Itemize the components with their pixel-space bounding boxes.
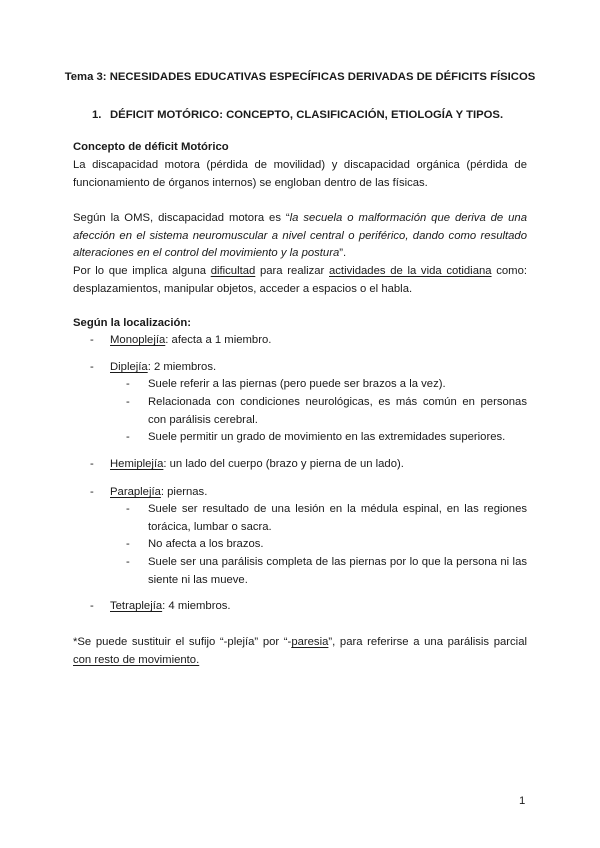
list-dash: - — [90, 600, 94, 612]
suffix-note — [73, 634, 527, 669]
section-heading — [92, 109, 503, 121]
list-item-tetraplejia — [90, 598, 231, 616]
implications-text-b: para realizar — [255, 265, 329, 277]
sub-item-paraplejia-1 — [126, 501, 527, 536]
implications-text-a: Por lo que implica alguna — [73, 265, 211, 277]
list-dash: - — [126, 431, 130, 443]
desc-diplejia: : 2 miembros. — [147, 361, 217, 373]
sub-item-text: Relacionada con condiciones neurológicas, es más común en personas con parálisis cerebral. — [148, 396, 527, 426]
desc-paraplejia: : piernas. — [160, 486, 208, 498]
concept-heading: Concepto de déficit Motórico — [73, 141, 229, 153]
term-hemiplejia: Hemiplejía — [110, 458, 164, 470]
dificultad-underlined: dificultad — [210, 265, 256, 277]
note-text-a: *Se puede sustituir el sufijo “-plejía” por “- — [73, 636, 292, 648]
sub-item-text: Suele permitir un grado de movimiento en las extremidades superiores. — [148, 431, 506, 443]
sub-item-text: No afecta a los brazos. — [148, 538, 264, 550]
implications-paragraph — [73, 263, 527, 298]
note-text-b: ”, para referirse a una parálisis parcial — [328, 636, 527, 648]
term-tetraplejia: Tetraplejía — [110, 600, 163, 612]
con-resto-underlined: con resto de movimiento. — [73, 653, 200, 666]
sub-item-text: Suele ser una parálisis completa de las piernas por lo que la persona ni las siente ni las mueve. — [148, 556, 527, 586]
term-diplejia: Diplejía — [110, 361, 148, 373]
paresia-underlined: paresia — [291, 636, 329, 648]
list-dash: - — [90, 458, 94, 470]
section-number: 1. — [92, 109, 102, 121]
sub-item-paraplejia-3 — [126, 554, 527, 589]
list-item-paraplejia — [90, 484, 207, 502]
sub-item-paraplejia-2 — [126, 536, 527, 554]
list-dash: - — [126, 538, 130, 550]
sub-item-text: Suele referir a las piernas (pero puede ser brazos a la vez). — [148, 378, 446, 390]
term-paraplejia: Paraplejía — [110, 486, 161, 498]
oms-definition-paragraph — [73, 210, 527, 263]
list-dash: - — [126, 556, 130, 568]
section-title: DÉFICIT MOTÓRICO: CONCEPTO, CLASIFICACIÓN, ETIOLOGÍA Y TIPOS. — [110, 109, 504, 121]
page-number: 1 — [519, 795, 526, 807]
implications-text-c: como: desplazamientos, manipular objetos, acceder a espacios o el habla. — [73, 265, 527, 295]
list-item-hemiplejia — [90, 456, 404, 474]
concept-paragraph-1: La discapacidad motora (pérdida de movilidad) y discapacidad orgánica (pérdida de funcionamiento de órganos internos) se engloban dentro de las físicas. — [73, 159, 527, 189]
list-dash: - — [90, 361, 94, 373]
desc-hemiplejia: : un lado del cuerpo (brazo y pierna de un lado). — [163, 458, 404, 470]
actividades-underlined: actividades de la vida cotidiana — [329, 265, 492, 277]
oms-prefix: Según la OMS, discapacidad motora es “ — [73, 212, 290, 224]
localizacion-heading: Según la localización: — [73, 317, 192, 329]
list-dash: - — [126, 503, 130, 515]
oms-suffix: ”. — [339, 247, 347, 260]
document-title: Tema 3: NECESIDADES EDUCATIVAS ESPECÍFICAS DERIVADAS DE DÉFICITS FÍSICOS — [64, 71, 536, 83]
desc-monoplejia: : afecta a 1 miembro. — [165, 334, 272, 346]
list-item-monoplejia — [90, 332, 271, 350]
list-item-diplejia — [90, 359, 216, 377]
list-dash: - — [126, 378, 130, 390]
sub-item-diplejia-2 — [126, 394, 527, 429]
list-dash: - — [126, 396, 130, 408]
term-monoplejia: Monoplejía — [110, 334, 166, 346]
oms-quote: la secuela o malformación que deriva de una afección en el sistema neuromuscular a nivel central o periférico, dando como resultado alteraciones en el control del movimiento y la postura — [73, 212, 527, 260]
sub-item-diplejia-1 — [126, 376, 527, 394]
sub-item-text: Suele ser resultado de una lesión en la médula espinal, en las regiones torácica, lumbar o sacra. — [148, 503, 527, 533]
desc-tetraplejia: : 4 miembros. — [162, 600, 231, 612]
list-dash: - — [90, 334, 94, 346]
sub-item-diplejia-3 — [126, 429, 527, 447]
list-dash: - — [90, 486, 94, 498]
